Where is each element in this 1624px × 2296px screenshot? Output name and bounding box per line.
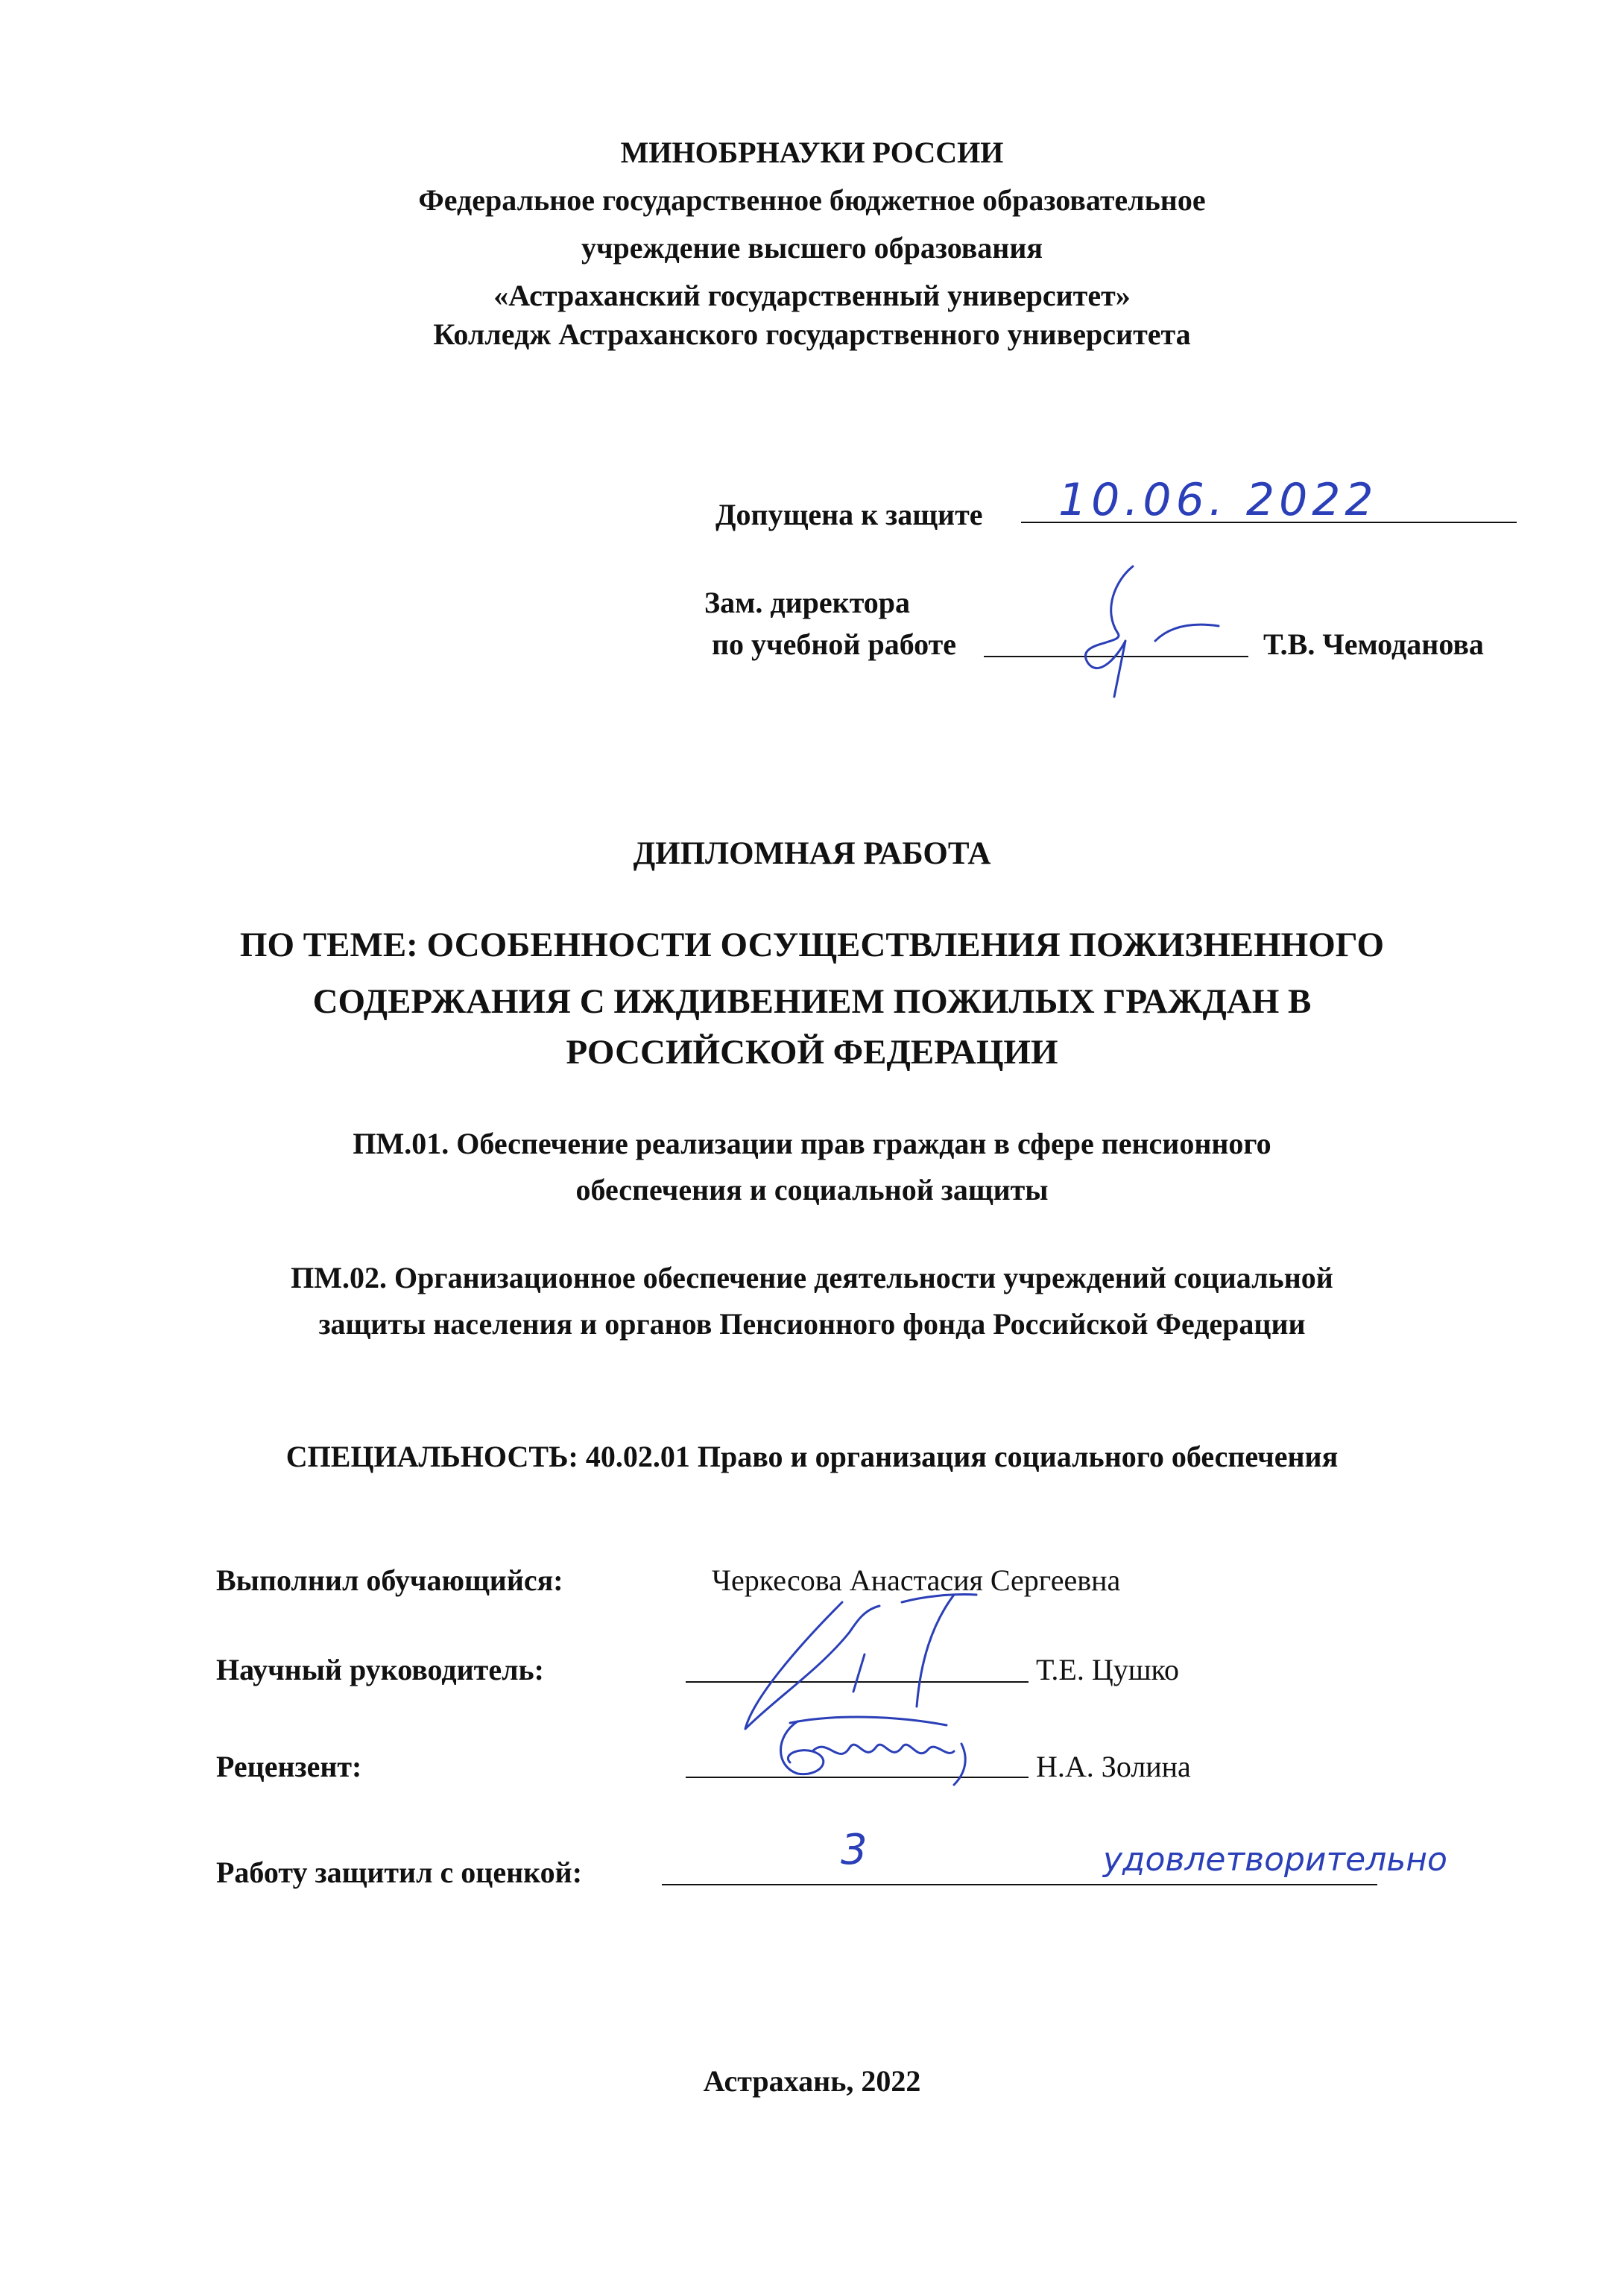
grade-underline <box>662 1884 1377 1885</box>
deputy-name: Т.В. Чемоданова <box>1263 627 1484 661</box>
city-year: Астрахань, 2022 <box>703 2064 921 2098</box>
pm01-line-1: ПМ.01. Обеспечение реализации прав граждан в сфере пенсионного <box>353 1127 1271 1160</box>
student-label: Выполнил обучающийся: <box>216 1563 563 1597</box>
college-name: Колледж Астраханского государственного университета <box>433 317 1191 351</box>
ministry-line: МИНОБРНАУКИ РОССИИ <box>620 136 1004 169</box>
student-name: Черкесова Анастасия Сергеевна <box>712 1563 1121 1597</box>
supervisor-label: Научный руководитель: <box>216 1653 544 1686</box>
specialty: СПЕЦИАЛЬНОСТЬ: 40.02.01 Право и организация социального обеспечения <box>285 1440 1339 1473</box>
university-name: «Астраханский государственный университет» <box>493 279 1131 312</box>
grade-words-handwritten: удовлетворительно <box>1103 1841 1447 1879</box>
deputy-title-line-2: по учебной работе <box>712 627 957 661</box>
topic-line-2: СОДЕРЖАНИЯ С ИЖДИВЕНИЕМ ПОЖИЛЫХ ГРАЖДАН В <box>312 982 1312 1021</box>
topic-line-1: ПО ТЕМЕ: ОСОБЕННОСТИ ОСУЩЕСТВЛЕНИЯ ПОЖИЗНЕННОГО <box>239 926 1385 964</box>
reviewer-signature <box>768 1707 984 1789</box>
institution-line-2: учреждение высшего образования <box>581 231 1043 265</box>
deputy-signature <box>1043 551 1222 700</box>
admitted-label: Допущена к защите <box>715 498 983 531</box>
topic-line-3: РОССИЙСКОЙ ФЕДЕРАЦИИ <box>566 1033 1058 1072</box>
grade-value-handwritten: 3 <box>841 1826 868 1874</box>
pm01-line-2: обеспечения и социальной защиты <box>575 1173 1049 1206</box>
supervisor-name: Т.Е. Цушко <box>1036 1653 1179 1686</box>
reviewer-name: Н.А. Золина <box>1036 1750 1191 1783</box>
grade-label: Работу защитил с оценкой: <box>216 1856 583 1889</box>
reviewer-label: Рецензент: <box>216 1750 362 1783</box>
admitted-date-handwritten: 10.06. 2022 <box>1058 474 1378 526</box>
work-type-title: ДИПЛОМНАЯ РАБОТА <box>633 836 991 871</box>
institution-line-1: Федеральное государственное бюджетное образовательное <box>418 183 1206 217</box>
pm02-line-2: защиты населения и органов Пенсионного фонда Российской Федерации <box>318 1307 1306 1341</box>
pm02-line-1: ПМ.02. Организационное обеспечение деятельности учреждений социальной <box>291 1261 1333 1294</box>
deputy-title-line-1: Зам. директора <box>704 586 911 619</box>
